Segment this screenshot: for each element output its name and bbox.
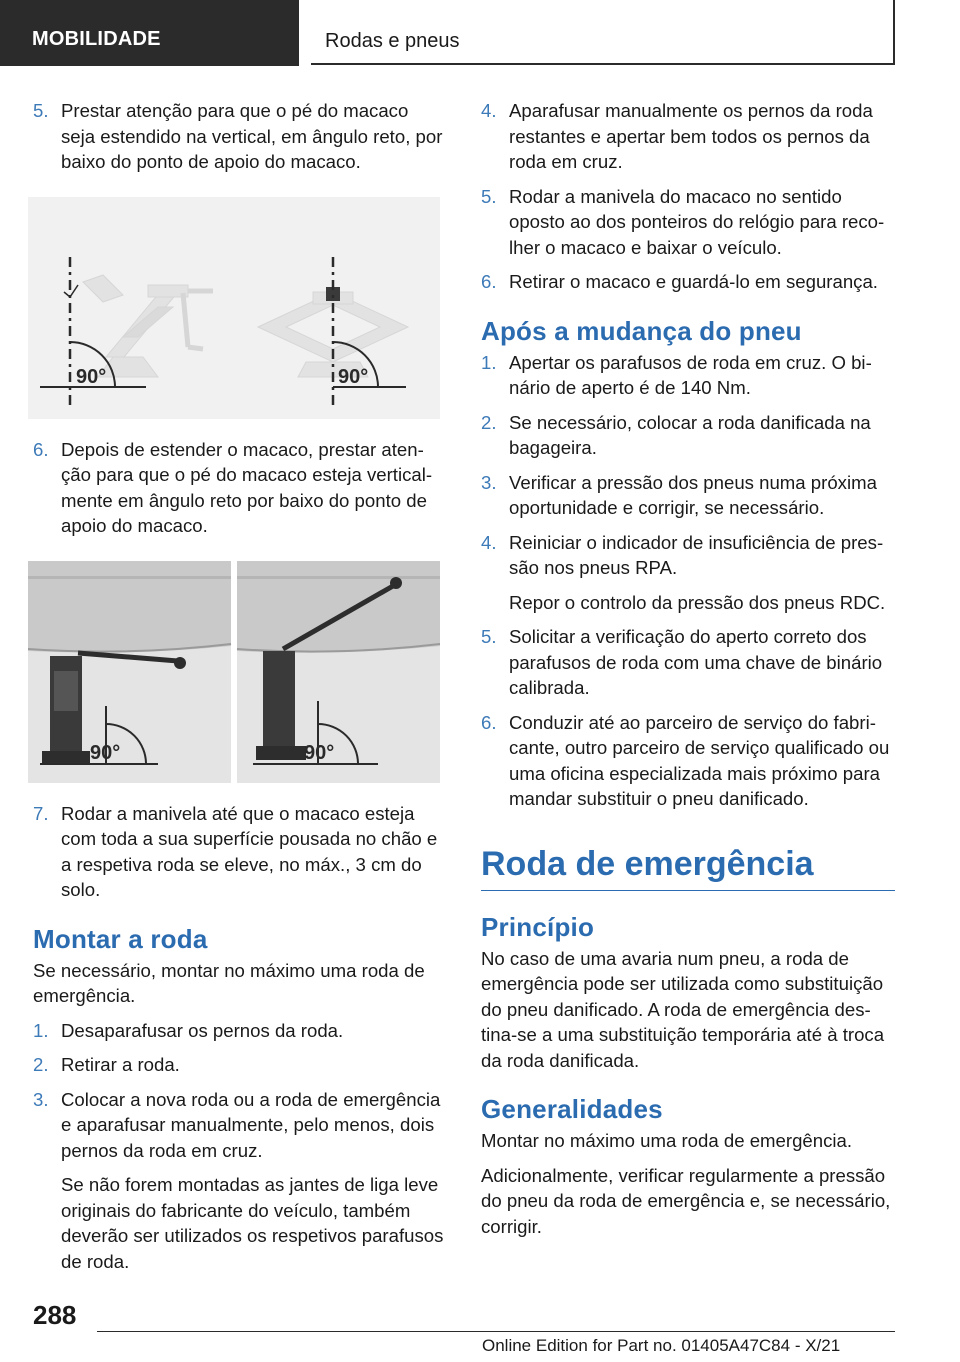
angle-label: 90°: [304, 741, 335, 764]
list-item: [33, 1087, 445, 1275]
step-text: Reiniciar o indicador de insuficiência de pressão nos pneus RPA.: [509, 531, 884, 578]
jack-photo-illustration: [28, 561, 440, 783]
list-item: [33, 437, 445, 539]
list-item: [481, 184, 895, 261]
list-item: [481, 350, 895, 401]
section-title: MOBILIDADE: [32, 28, 161, 50]
angle-label: 90°: [76, 365, 107, 388]
step-number: 4.: [481, 531, 497, 553]
step-number: 4.: [481, 100, 497, 121]
step-number: 2.: [33, 1054, 49, 1075]
list-item: [481, 269, 895, 295]
right-column: [481, 98, 895, 1248]
step-number: 6.: [481, 271, 497, 292]
chapter-tab: [311, 0, 895, 65]
page-number: 288: [33, 1300, 77, 1330]
step-number: 2.: [481, 411, 497, 433]
left-column: [33, 98, 445, 1283]
list-item: [481, 530, 895, 616]
section-heading: Após a mudança do pneu: [481, 315, 802, 346]
step-number: 3.: [33, 1088, 49, 1110]
step-text: Aparafusar manualmente os pernos da roda restantes e apertar bem todos os pernos da roda em cruz.: [509, 100, 873, 172]
section-heading: Generalidades: [481, 1094, 663, 1124]
list-item: [481, 710, 895, 812]
step-text: Retirar a roda.: [61, 1054, 180, 1075]
list-item: [33, 98, 445, 175]
scissor-jack-illustration: [28, 197, 440, 419]
step-number: 6.: [481, 711, 497, 733]
step-text: Solicitar a verificação do aperto correto dos parafusos de roda com uma chave de binário calibrada.: [509, 626, 883, 698]
footer-divider: [97, 1331, 895, 1332]
angle-label: 90°: [90, 741, 121, 764]
section-heading: Montar a roda: [33, 923, 208, 954]
list-item: [33, 1018, 445, 1044]
edition-text: Online Edition for Part no. 01405A47C84 - X/21: [482, 1336, 841, 1355]
angle-label: 90°: [338, 365, 369, 388]
step-text: Desaparafusar os pernos da roda.: [61, 1019, 344, 1041]
paragraph: Adicionalmente, verificar regularmente a pressão do pneu da roda de emergência e, se necessário, corrigir.: [481, 1164, 891, 1237]
step-note: Repor o controlo da pressão dos pneus RDC.: [509, 591, 886, 613]
step-number: 6.: [33, 438, 49, 460]
step-text: Retirar o macaco e guardá-lo em segurança.: [509, 271, 878, 292]
chapter-heading: Roda de emergência: [481, 842, 895, 891]
step-text: Depois de estender o macaco, prestar atenção para que o pé do macaco esteja verticalmente em ângulo reto por baixo do ponto de apoio do macaco.: [61, 438, 433, 536]
step-text: Prestar atenção para que o pé do macaco seja estendido na vertical, em ângulo reto, por baixo do ponto de apoio do macaco.: [61, 100, 443, 172]
paragraph: Montar no máximo uma roda de emergência.: [481, 1130, 853, 1151]
step-number: 5.: [33, 100, 49, 121]
step-text: Colocar a nova roda ou a roda de emergência e aparafusar manualmente, pelo menos, dois pernos da roda em cruz.: [61, 1088, 441, 1161]
section-heading: Princípio: [481, 911, 595, 942]
list-item: [481, 470, 895, 521]
step-text: Verificar a pressão dos pneus numa próxima oportunidade e corrigir, se necessário.: [509, 471, 877, 518]
list-item: [481, 98, 895, 175]
step-text: Rodar a manivela do macaco no sentido oposto ao dos ponteiros do relógio para recolher o macaco e baixar o veículo.: [509, 185, 885, 258]
list-item: [33, 1052, 445, 1078]
step-number: 5.: [481, 626, 497, 647]
step-number: 3.: [481, 471, 497, 493]
step-number: 5.: [481, 185, 497, 207]
section-tab: [0, 0, 299, 66]
step-note: Se não forem montadas as jantes de liga leve originais do fabricante do veículo, também deverão ser utilizados os respetivos parafusos de roda.: [61, 1174, 444, 1272]
list-item: [481, 410, 895, 461]
step-text: Conduzir até ao parceiro de serviço do fabricante, outro parceiro de serviço qualificado ou uma oficina especializada mais próximo para mandar substituir o pneu danificado.: [509, 711, 890, 809]
step-number: 1.: [33, 1019, 49, 1041]
step-number: 1.: [481, 351, 497, 373]
chapter-title: Rodas e pneus: [325, 30, 460, 52]
list-item: [481, 624, 895, 701]
step-text: Rodar a manivela até que o macaco esteja com toda a sua superfície pousada no chão e a respetiva roda se eleve, no máx., 3 cm do solo.: [61, 802, 438, 900]
step-number: 7.: [33, 802, 49, 824]
step-text: Se necessário, colocar a roda danificada na bagageira.: [509, 411, 871, 458]
paragraph: Se necessário, montar no máximo uma roda de emergência.: [33, 959, 425, 1006]
step-text: Apertar os parafusos de roda em cruz. O binário de aperto é de 140 Nm.: [509, 351, 872, 398]
paragraph: No caso de uma avaria num pneu, a roda de emergência pode ser utilizada como substituição do pneu danificado. A roda de emergência destina-se a uma substituição temporária até à troca da roda danificada.: [481, 947, 885, 1071]
list-item: [33, 801, 445, 903]
